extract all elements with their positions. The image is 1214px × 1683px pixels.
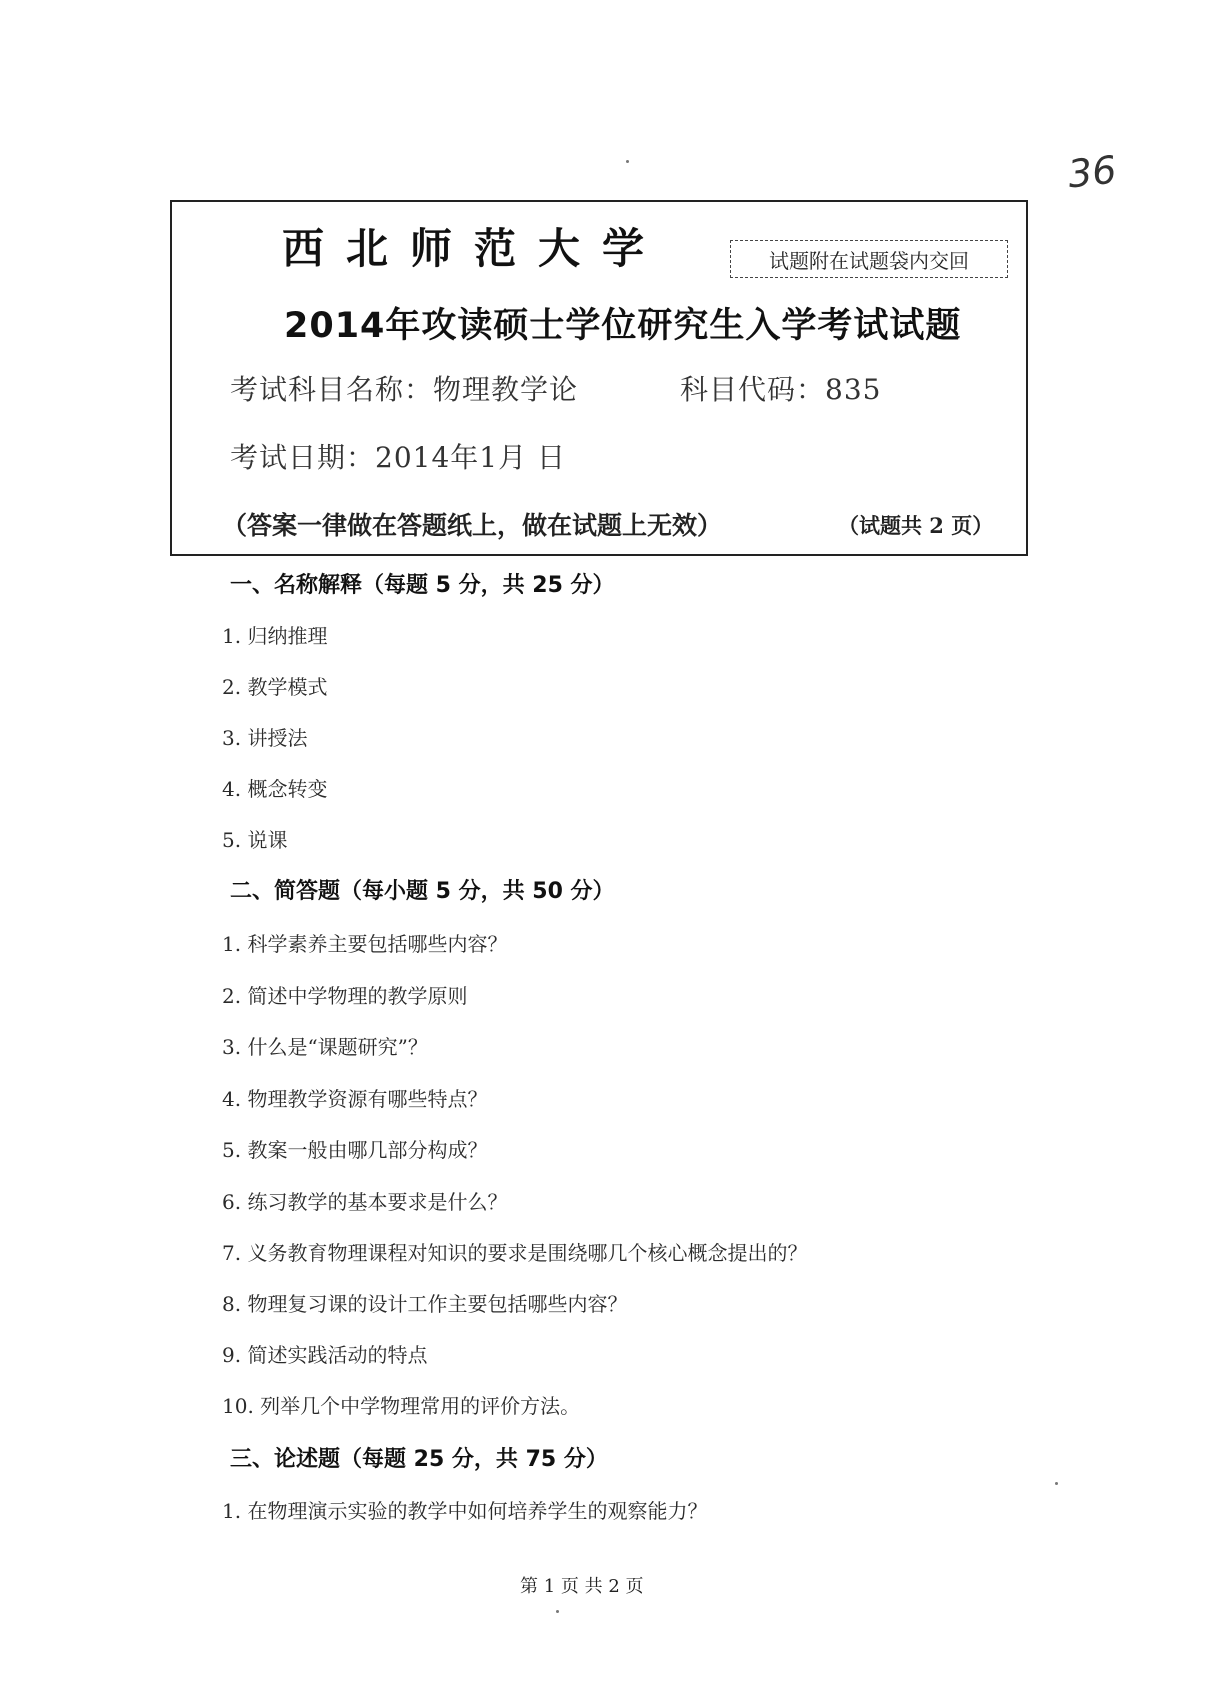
university-name: 西北师范大学 bbox=[282, 224, 667, 273]
subject-code: 科目代码：835 bbox=[680, 373, 882, 406]
question-item: 7. 义务教育物理课程对知识的要求是围绕哪几个核心概念提出的？ bbox=[222, 1241, 808, 1265]
scan-speck bbox=[556, 1610, 559, 1613]
question-item: 5. 说课 bbox=[222, 828, 288, 852]
question-item: 9. 简述实践活动的特点 bbox=[222, 1343, 428, 1367]
exam-title: 2014年攻读硕士学位研究生入学考试试题 bbox=[284, 306, 962, 346]
page-count-note: （试题共 2 页） bbox=[838, 513, 994, 538]
scan-speck bbox=[1055, 1482, 1058, 1485]
question-item: 2. 教学模式 bbox=[222, 675, 328, 699]
question-item: 3. 讲授法 bbox=[222, 726, 308, 750]
return-notice-stamp: 试题附在试题袋内交回 bbox=[730, 240, 1008, 278]
answer-instruction: （答案一律做在答题纸上，做在试题上无效） bbox=[222, 511, 723, 540]
question-item: 10. 列举几个中学物理常用的评价方法。 bbox=[222, 1394, 581, 1418]
question-item: 1. 科学素养主要包括哪些内容？ bbox=[222, 932, 508, 956]
question-item: 3. 什么是“课题研究”？ bbox=[222, 1035, 428, 1059]
question-item: 4. 概念转变 bbox=[222, 777, 328, 801]
question-item: 1. 归纳推理 bbox=[222, 624, 328, 648]
subject-name: 考试科目名称：物理教学论 bbox=[230, 373, 579, 406]
question-item: 1. 在物理演示实验的教学中如何培养学生的观察能力？ bbox=[222, 1499, 708, 1523]
question-item: 4. 物理教学资源有哪些特点？ bbox=[222, 1087, 488, 1111]
scan-speck bbox=[626, 160, 629, 163]
exam-header-box bbox=[170, 200, 1028, 556]
question-item: 5. 教案一般由哪几部分构成？ bbox=[222, 1138, 488, 1162]
question-item: 6. 练习教学的基本要求是什么？ bbox=[222, 1190, 508, 1214]
exam-date: 考试日期：2014年1月 日 bbox=[230, 441, 566, 474]
page-footer: 第 1 页 共 2 页 bbox=[520, 1576, 644, 1597]
section-title-short-answer: 二、简答题（每小题 5 分，共 50 分） bbox=[230, 879, 615, 904]
section-title-essay: 三、论述题（每题 25 分，共 75 分） bbox=[230, 1447, 608, 1472]
question-item: 8. 物理复习课的设计工作主要包括哪些内容？ bbox=[222, 1292, 628, 1316]
handwritten-page-number: 36 bbox=[1065, 147, 1119, 197]
section-title-definitions: 一、名称解释（每题 5 分，共 25 分） bbox=[230, 573, 615, 598]
question-item: 2. 简述中学物理的教学原则 bbox=[222, 984, 468, 1008]
